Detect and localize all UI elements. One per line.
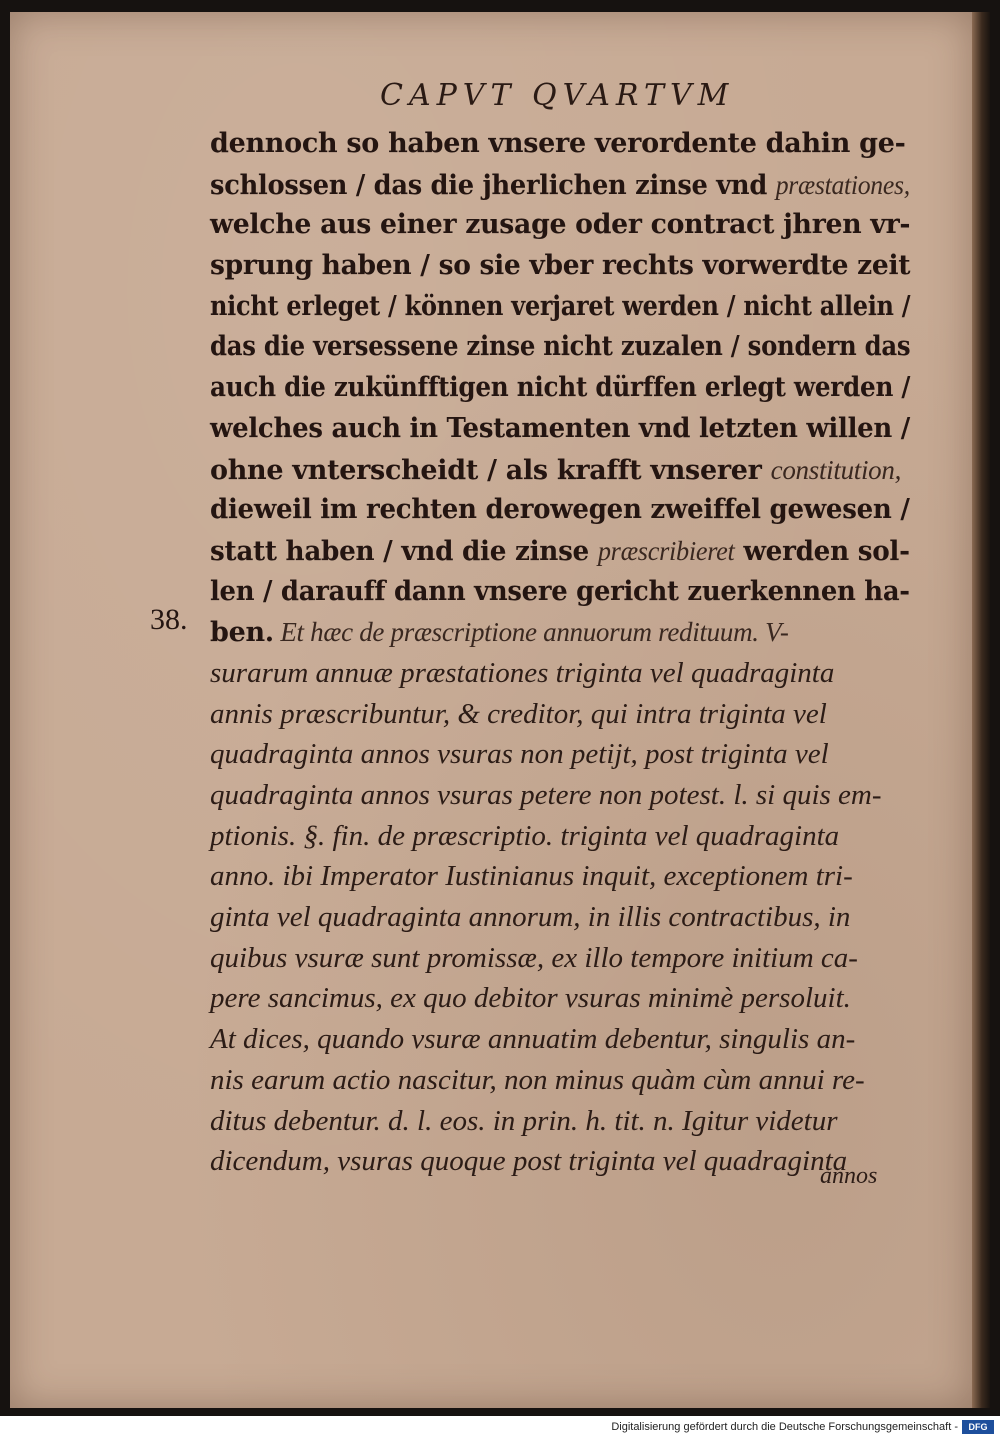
text-line: pere sancimus, ex quo debitor vsuras minimè persoluit. (210, 982, 851, 1015)
fraktur-text: dieweil im rechten derowegen zweiffel gewesen / (210, 494, 910, 526)
fraktur-text: werden sol- (734, 535, 910, 567)
text-line (210, 287, 911, 328)
text-line: dicendum, vsuras quoque post triginta vel quadraginta (210, 1145, 848, 1178)
fraktur-text: schlossen / das die jherlichen zinse vnd (210, 169, 776, 201)
latin-term: præscribieret (597, 535, 735, 566)
text-line (210, 327, 911, 368)
text-line: ginta vel quadraginta annorum, in illis contractibus, in (210, 901, 851, 934)
footer-credit: Digitalisierung gefördert durch die Deutsche Forschungsgemeinschaft - (611, 1421, 958, 1433)
fraktur-text: welches auch in Testamenten vnd letzten willen / (210, 412, 911, 444)
fraktur-text: auch die zukünfftigen nicht dürffen erlegt werden / (210, 372, 911, 404)
text-line: ditus debentur. d. l. eos. in prin. h. tit. n. Igitur videtur (210, 1104, 838, 1137)
text-line (210, 124, 910, 165)
text-line (210, 531, 910, 572)
fraktur-text: ohne vnterscheidt / als krafft vnserer (210, 454, 771, 486)
text-line: surarum annuæ præstationes triginta vel quadraginta (210, 656, 835, 689)
page-edge (972, 12, 990, 1408)
latin-term: Et hæc de præscriptione annuorum redituum. V- (273, 617, 789, 648)
text-line (210, 409, 911, 450)
text-line: At dices, quando vsuræ annuatim debentur, singulis an- (210, 1023, 856, 1056)
text-line: nis earum actio nascitur, non minus quàm cùm annui re- (210, 1063, 865, 1096)
text-line: anno. ibi Imperator Iustinianus inquit, exceptionem tri- (210, 860, 853, 893)
text-line (210, 572, 910, 613)
fraktur-text: statt haben / vnd die zinse (210, 535, 598, 567)
fraktur-text: ben. (210, 617, 274, 649)
fraktur-text: len / darauff dann vnsere gericht zuerkennen ha- (210, 575, 910, 607)
running-head: CAPVT QVARTVM (380, 78, 735, 113)
text-line (210, 450, 910, 491)
text-line (210, 165, 910, 206)
text-line: quibus vsuræ sunt promissæ, ex illo tempore initium ca- (210, 941, 858, 974)
margin-number: 38. (150, 603, 188, 636)
text-line (210, 490, 910, 531)
text-line (210, 612, 910, 653)
body-text (210, 124, 910, 1182)
catchword: annos (820, 1163, 878, 1189)
fraktur-text: das die versessene zinse nicht zuzalen / sondern das (210, 331, 911, 363)
text-line: quadraginta annos vsuras petere non potest. l. si quis em- (210, 779, 882, 811)
text-line (210, 205, 911, 246)
latin-term: præstationes, (775, 169, 910, 200)
fraktur-text: sprung haben / so sie vber rechts vorwerdte zeit (210, 250, 911, 282)
text-line: ptionis. §. fin. de præscriptio. triginta vel quadraginta (210, 819, 840, 852)
text-line (210, 368, 911, 409)
text-line (210, 246, 911, 287)
fraktur-text: nicht erleget / können verjaret werden / nicht allein / (210, 290, 911, 322)
digitization-footer (0, 1416, 1000, 1439)
text-line: quadraginta annos vsuras non petijt, post triginta vel (210, 738, 829, 771)
fraktur-text: welche aus einer zusage oder contract jhren vr- (210, 209, 911, 241)
fraktur-text: dennoch so haben vnsere verordente dahin ge- (210, 128, 906, 159)
text-line: annis præscribuntur, & creditor, qui intra triginta vel (210, 697, 827, 730)
latin-term: constitution, (770, 454, 902, 485)
dfg-logo-icon[interactable]: DFG (962, 1420, 994, 1434)
